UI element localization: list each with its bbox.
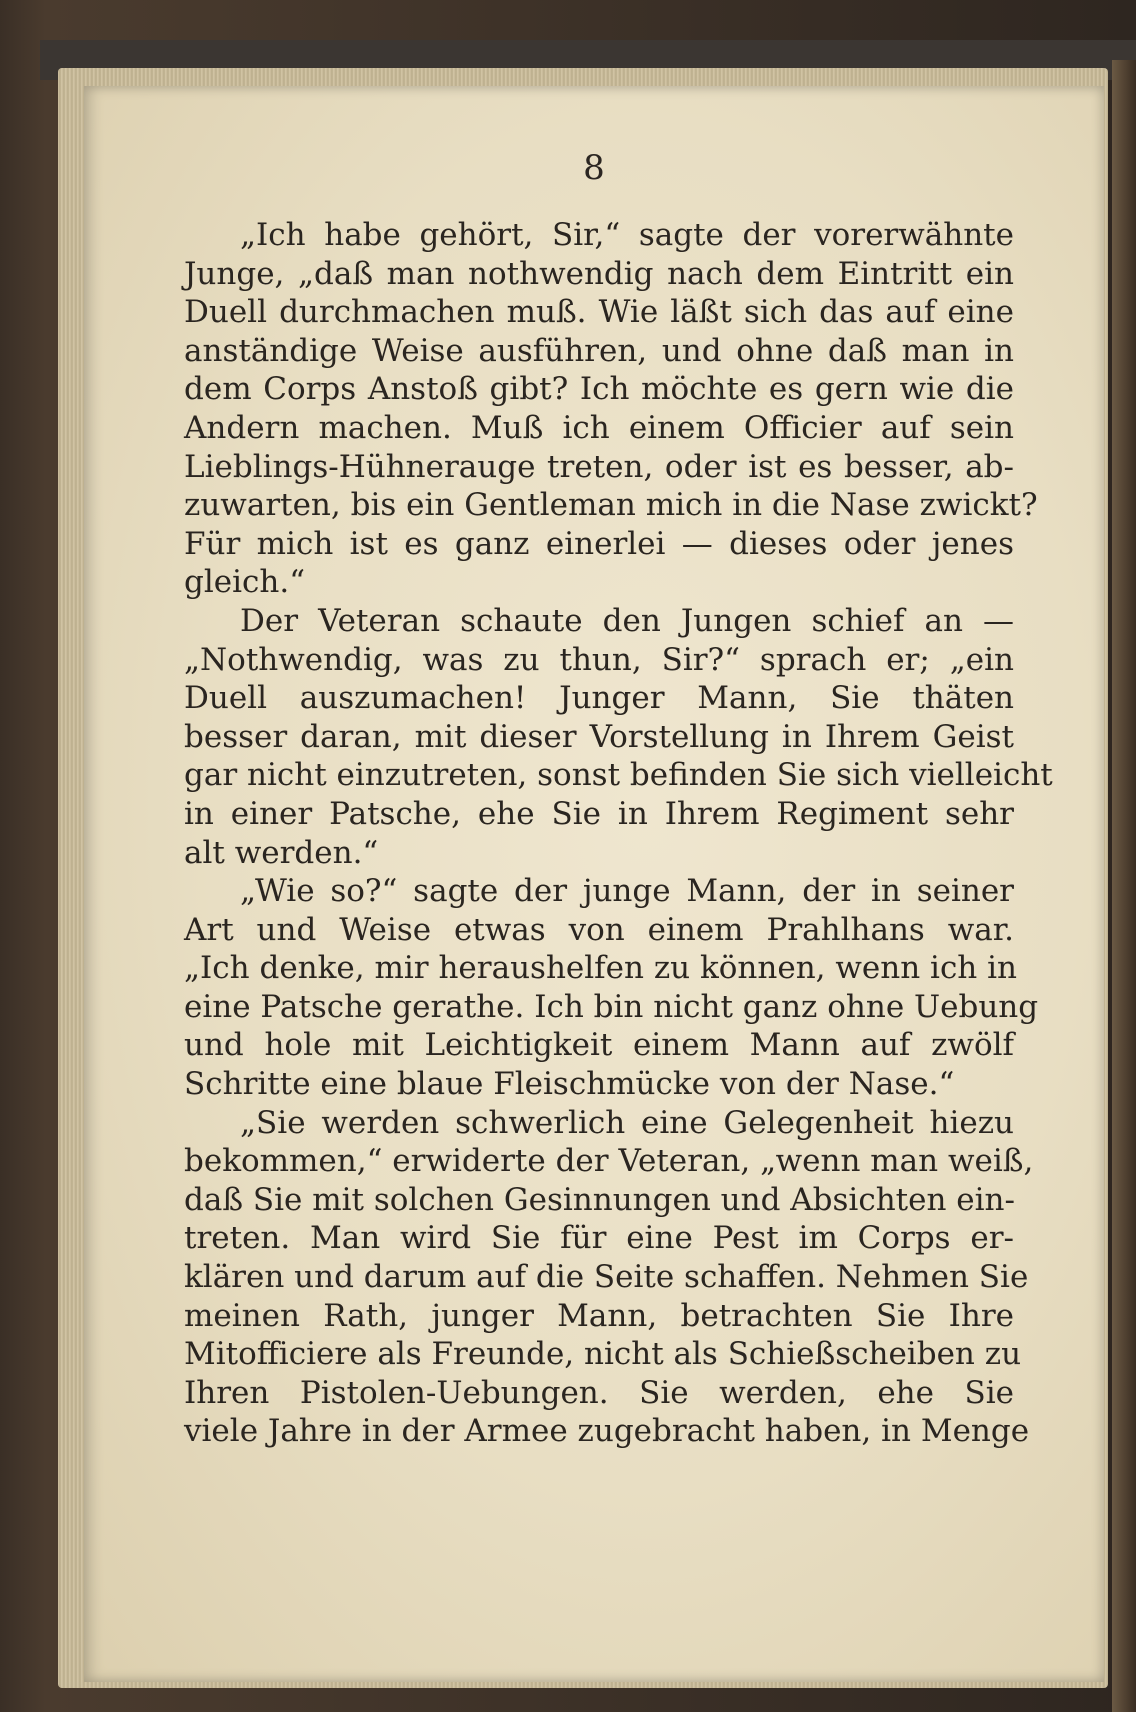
text-line: daß Sie mit solchen Gesinnungen und Absichten ein- [184,1181,1015,1218]
paragraph-3 [184,872,1039,1104]
text-line: und hole mit Leichtigkeit einem Mann auf zwölf [184,1027,1014,1064]
text-line: alt werden.“ [184,834,379,871]
paragraph-1 [184,216,1038,602]
text-line: klären und darum auf die Seite schaffen. Nehmen Sie [184,1259,1029,1296]
book-page [84,86,1104,1682]
text-line: „Wie so?“ sagte der junge Mann, der in seiner [240,873,1014,910]
text-line: Der Veteran schaute den Jungen schief an — [240,602,1014,639]
text-line: eine Patsche gerathe. Ich bin nicht ganz ohne Uebung [184,988,1039,1025]
text-line: „Ich habe gehört, Sir,“ sagte der vorerwähnte [240,217,1014,253]
text-line: „Ich denke, mir heraushelfen zu können, wenn ich in [184,950,1018,987]
text-line: gleich.“ [184,564,306,601]
text-line: treten. Man wird Sie für eine Pest im Corps er- [184,1220,1014,1257]
text-line: dem Corps Anstoß gibt? Ich möchte es gern wie die [184,371,1014,408]
text-line: Ihren Pistolen-Uebungen. Sie werden, ehe Sie [184,1374,1014,1411]
text-line: Art und Weise etwas von einem Prahlhans war. [184,911,1014,948]
body-text [184,216,1053,1451]
text-line: zuwarten, bis ein Gentleman mich in die Nase zwickt? [184,487,1038,524]
paragraph-4 [184,1104,1034,1451]
text-line: meinen Rath, junger Mann, betrachten Sie Ihre [184,1297,1014,1334]
text-line: Junge, „daß man nothwendig nach dem Eintritt ein [184,255,1014,292]
text-line: bekommen,“ erwiderte der Veteran, „wenn man weiß, [184,1143,1034,1180]
paragraph-2 [184,602,1053,872]
page-number: 8 [583,148,605,188]
text-line: Schritte eine blaue Fleischmücke von der Nase.“ [184,1066,955,1103]
text-line: Lieblings-Hühnerauge treten, oder ist es besser, ab- [184,448,1014,485]
text-line: besser daran, mit dieser Vorstellung in Ihrem Geist [184,718,1014,755]
text-line: in einer Patsche, ehe Sie in Ihrem Regiment sehr [184,795,1014,832]
text-line: viele Jahre in der Armee zugebracht haben, in Menge [184,1413,1030,1450]
book-spine-edge [1112,60,1136,1712]
text-line: gar nicht einzutreten, sonst befinden Sie sich vielleicht [184,757,1053,794]
text-line: Für mich ist es ganz einerlei — dieses oder jenes [184,525,1014,562]
text-line: Andern machen. Muß ich einem Officier auf sein [184,409,1014,446]
text-line: „Nothwendig, was zu thun, Sir?“ sprach er; „ein [184,641,1014,678]
text-line: Duell auszumachen! Junger Mann, Sie thäten [184,680,1014,717]
text-line: Mitofficiere als Freunde, nicht als Schießscheiben zu [184,1336,1022,1373]
text-line: anständige Weise ausführen, und ohne daß man in [184,332,1014,369]
text-line: „Sie werden schwerlich eine Gelegenheit hiezu [240,1104,1014,1141]
text-line: Duell durchmachen muß. Wie läßt sich das auf eine [184,294,1014,331]
